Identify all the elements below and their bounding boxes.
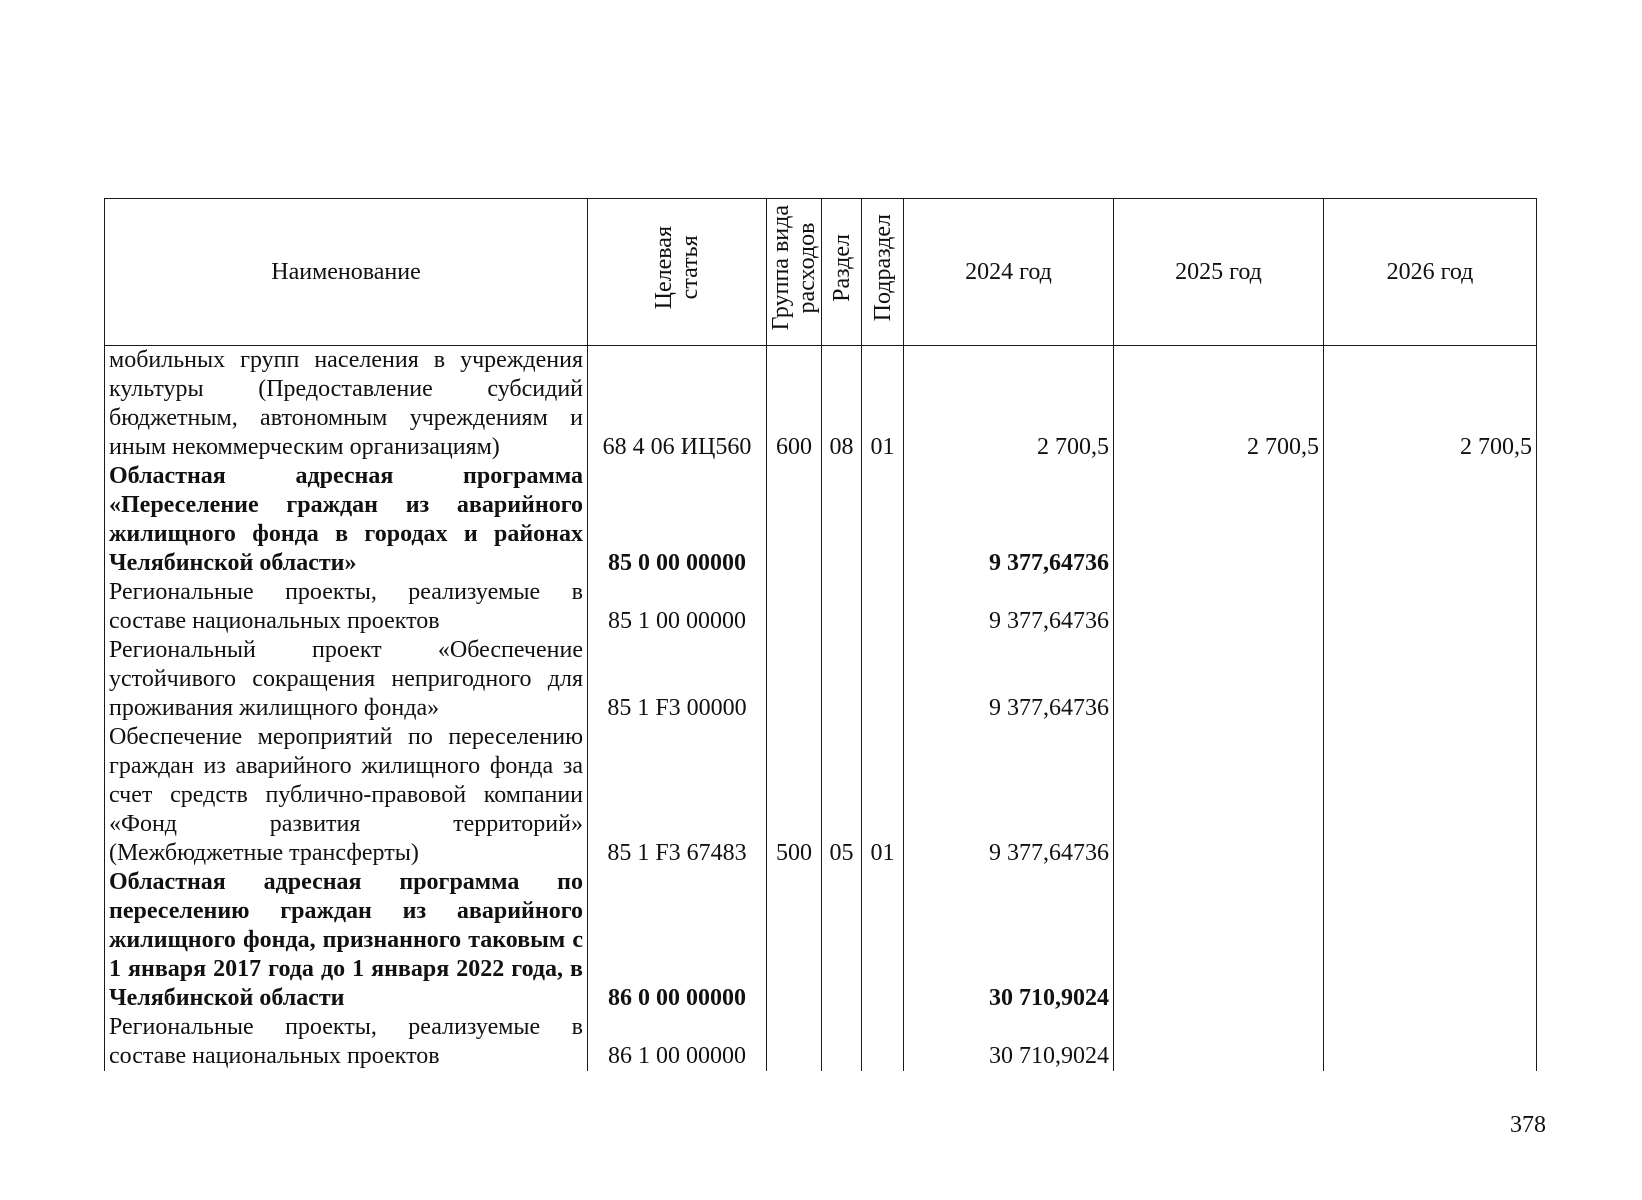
row-value-2026 <box>1324 1013 1537 1071</box>
row-value-2024: 30 710,9024 <box>904 868 1114 1013</box>
table-header-row <box>105 199 1537 346</box>
header-section: Раздел <box>822 199 862 346</box>
budget-table-frame <box>104 198 1536 1088</box>
row-name: Региональный проект «Обеспечение устойчивого сокращения непригодного для проживания жилищного фонда» <box>105 636 588 723</box>
row-value-2026 <box>1324 462 1537 578</box>
row-value-2024: 2 700,5 <box>904 346 1114 463</box>
row-subsection <box>862 868 904 1013</box>
row-code: 85 0 00 00000 <box>588 462 767 578</box>
header-subsection: Подраздел <box>862 199 904 346</box>
table-row <box>105 868 1537 1013</box>
row-name: Областная адресная программа «Переселение граждан из аварийного жилищного фонда в городах и районах Челябинской области» <box>105 462 588 578</box>
row-section <box>822 462 862 578</box>
row-section <box>822 1013 862 1071</box>
row-name: Областная адресная программа по переселению граждан из аварийного жилищного фонда, признанного таковым с 1 января 2017 года до 1 января 2022 года, в Челябинской области <box>105 868 588 1013</box>
row-name: Региональные проекты, реализуемые в составе национальных проектов <box>105 1013 588 1071</box>
row-value-2025: 2 700,5 <box>1114 346 1324 463</box>
row-code: 85 1 F3 00000 <box>588 636 767 723</box>
row-subsection: 01 <box>862 346 904 463</box>
page-number: 378 <box>1510 1112 1546 1138</box>
row-group <box>767 636 822 723</box>
row-section <box>822 868 862 1013</box>
header-year-2024: 2024 год <box>904 199 1114 346</box>
row-section: 05 <box>822 723 862 868</box>
row-name: Региональные проекты, реализуемые в составе национальных проектов <box>105 578 588 636</box>
row-code: 86 1 00 00000 <box>588 1013 767 1071</box>
row-value-2024: 9 377,64736 <box>904 462 1114 578</box>
row-name: мобильных групп населения в учреждения культуры (Предоставление субсидий бюджетным, автономным учреждениям и иным некоммерческим организациям) <box>105 346 588 463</box>
row-group <box>767 462 822 578</box>
header-year-2026: 2026 год <box>1324 199 1537 346</box>
row-code: 68 4 06 ИЦ560 <box>588 346 767 463</box>
table-row <box>105 1013 1537 1071</box>
row-value-2024: 9 377,64736 <box>904 578 1114 636</box>
row-value-2025 <box>1114 868 1324 1013</box>
row-code: 85 1 F3 67483 <box>588 723 767 868</box>
row-section <box>822 578 862 636</box>
header-expense-group: Группа вида расходов <box>767 199 822 346</box>
row-group: 500 <box>767 723 822 868</box>
row-value-2026 <box>1324 636 1537 723</box>
row-subsection: 01 <box>862 723 904 868</box>
row-subsection <box>862 1013 904 1071</box>
row-value-2025 <box>1114 636 1324 723</box>
table-row <box>105 462 1537 578</box>
row-value-2026 <box>1324 868 1537 1013</box>
row-value-2026 <box>1324 578 1537 636</box>
row-subsection <box>862 462 904 578</box>
row-value-2025 <box>1114 462 1324 578</box>
row-value-2024: 9 377,64736 <box>904 636 1114 723</box>
table-row <box>105 636 1537 723</box>
row-group <box>767 578 822 636</box>
header-year-2025: 2025 год <box>1114 199 1324 346</box>
row-value-2025 <box>1114 1013 1324 1071</box>
table-row <box>105 346 1537 463</box>
row-group: 600 <box>767 346 822 463</box>
table-row <box>105 578 1537 636</box>
row-group <box>767 1013 822 1071</box>
budget-table <box>104 198 1537 1071</box>
row-value-2025 <box>1114 578 1324 636</box>
row-group <box>767 868 822 1013</box>
header-target-article: Целевая статья <box>588 199 767 346</box>
row-section <box>822 636 862 723</box>
row-value-2024: 9 377,64736 <box>904 723 1114 868</box>
row-code: 86 0 00 00000 <box>588 868 767 1013</box>
header-name: Наименование <box>105 199 588 346</box>
row-section: 08 <box>822 346 862 463</box>
row-name: Обеспечение мероприятий по переселению граждан из аварийного жилищного фонда за счет средств публично-правовой компании «Фонд развития территорий» (Межбюджетные трансферты) <box>105 723 588 868</box>
row-value-2026 <box>1324 723 1537 868</box>
row-value-2026: 2 700,5 <box>1324 346 1537 463</box>
row-value-2025 <box>1114 723 1324 868</box>
row-code: 85 1 00 00000 <box>588 578 767 636</box>
table-row <box>105 723 1537 868</box>
row-subsection <box>862 578 904 636</box>
row-subsection <box>862 636 904 723</box>
row-value-2024: 30 710,9024 <box>904 1013 1114 1071</box>
